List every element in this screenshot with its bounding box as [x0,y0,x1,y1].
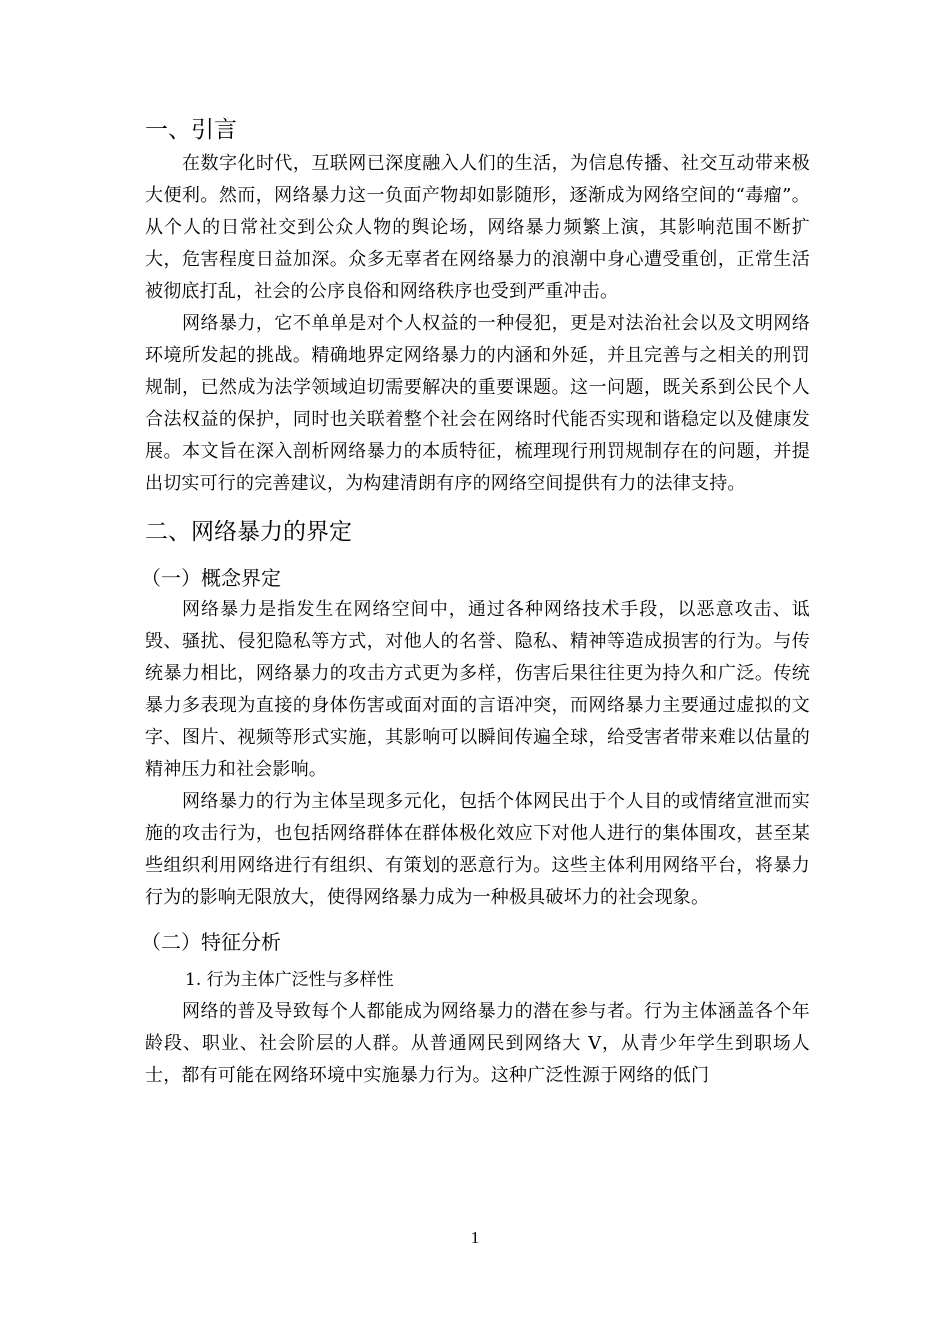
body-paragraph: 网络暴力是指发生在网络空间中，通过各种网络技术手段，以恶意攻击、诋毁、骚扰、侵犯隐私等方式，对他人的名誉、隐私、精神等造成损害的行为。与传统暴力相比，网络暴力的攻击方式更为多样，伤害后果往往更为持久和广泛。传统暴力多表现为直接的身体伤害或面对面的言语冲突，而网络暴力主要通过虚拟的文字、图片、视频等形式实施，其影响可以瞬间传遍全球，给受害者带来难以估量的精神压力和社会影响。 [145,599,810,780]
section-heading-introduction: 一、引言 [145,117,237,143]
section-heading-definition: 二、网络暴力的界定 [145,519,352,545]
numbered-item-title: 1. 行为主体广泛性与多样性 [185,970,394,990]
page-number: 1 [470,1228,480,1247]
subsection-heading-characteristics: （二）特征分析 [141,930,281,954]
subsection-heading-concept: （一）概念界定 [141,566,281,590]
body-paragraph: 在数字化时代，互联网已深度融入人们的生活，为信息传播、社交互动带来极大便利。然而，网络暴力这一负面产物却如影随形，逐渐成为网络空间的“毒瘤”。从个人的日常社交到公众人物的舆论场，网络暴力频繁上演，其影响范围不断扩大，危害程度日益加深。众多无辜者在网络暴力的浪潮中身心遭受重创，正常生活被彻底打乱，社会的公序良俗和网络秩序也受到严重冲击。 [145,153,810,302]
body-paragraph: 网络暴力，它不单单是对个人权益的一种侵犯，更是对法治社会以及文明网络环境所发起的挑战。精确地界定网络暴力的内涵和外延，并且完善与之相关的刑罚规制，已然成为法学领域迫切需要解决的重要课题。这一问题，既关系到公民个人合法权益的保护，同时也关联着整个社会在网络时代能否实现和谐稳定以及健康发展。本文旨在深入剖析网络暴力的本质特征，梳理现行刑罚规制存在的问题，并提出切实可行的完善建议，为构建清朗有序的网络空间提供有力的法律支持。 [145,313,810,494]
body-paragraph: 网络暴力的行为主体呈现多元化，包括个体网民出于个人目的或情绪宣泄而实施的攻击行为，也包括网络群体在群体极化效应下对他人进行的集体围攻，甚至某些组织利用网络进行有组织、有策划的恶意行为。这些主体利用网络平台，将暴力行为的影响无限放大，使得网络暴力成为一种极具破坏力的社会现象。 [145,791,810,908]
document-body [141,112,810,1092]
body-paragraph: 网络的普及导致每个人都能成为网络暴力的潜在参与者。行为主体涵盖各个年龄段、职业、社会阶层的人群。从普通网民到网络大 V，从青少年学生到职场人士，都有可能在网络环境中实施暴力行为。这种广泛性源于网络的低门 [145,1001,810,1086]
